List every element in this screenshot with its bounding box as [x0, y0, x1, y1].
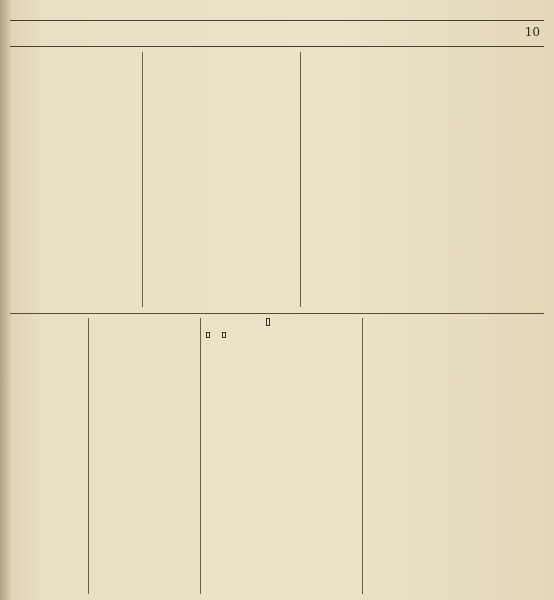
block-divider [10, 313, 544, 314]
masthead-top-rule [10, 20, 544, 21]
column-rule [200, 318, 201, 594]
column-rule [300, 52, 301, 307]
region-label [206, 332, 210, 338]
page-fold-shadow [0, 0, 12, 600]
page-number: 10 [524, 25, 540, 39]
region-label [222, 332, 226, 338]
masthead-bottom-rule [10, 46, 544, 47]
column-rule [362, 318, 363, 594]
section-heading [266, 318, 270, 326]
column-rule [142, 52, 143, 307]
column-rule [88, 318, 89, 594]
